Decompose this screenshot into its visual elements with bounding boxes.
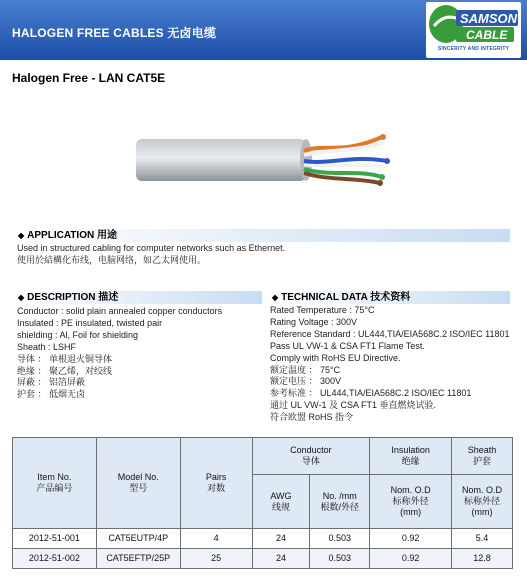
diamond-icon: ◆ xyxy=(18,293,25,302)
cell-pairs: 25 xyxy=(180,549,252,569)
diamond-icon: ◆ xyxy=(18,231,25,240)
technical-line: Pass UL VW-1 & CSA FT1 Flame Test. xyxy=(270,340,425,351)
application-line: Used in structured cabling for computer networks such as Ethernet. xyxy=(17,243,286,253)
description-line: shielding : Al, Foil for shielding xyxy=(17,329,139,340)
cell-awg: 24 xyxy=(252,529,310,549)
cell-pairs: 4 xyxy=(180,529,252,549)
table-row xyxy=(13,549,513,569)
header-sheath: Sheath 护套 xyxy=(452,438,513,475)
description-line: Conductor : solid plain annealed copper conductors xyxy=(17,306,223,316)
cell-no-mm: 0.503 xyxy=(310,529,370,549)
description-line: 绝缘 ： 聚乙烯，对绞线 xyxy=(17,365,113,376)
technical-heading xyxy=(266,291,510,304)
technical-line: Comply with RoHS EU Directive. xyxy=(270,352,401,363)
header-insulation-od: Nom. O.D 标称外径 (mm) xyxy=(370,475,452,529)
header-title: HALOGEN FREE CABLES 无卤电缆 xyxy=(12,26,217,40)
cell-insulation-od: 0.92 xyxy=(370,529,452,549)
technical-line: 额定电压 ： 300V xyxy=(270,376,342,387)
technical-line: 参考标准 ： UL444,TIA/EIA568C.2 ISO/IEC 11801 xyxy=(270,388,472,399)
technical-line: Rated Temperature : 75°C xyxy=(270,305,375,315)
description-line: 护套 ： 低烟无卤 xyxy=(17,389,86,400)
header-pairs: Pairs 对数 xyxy=(180,438,252,529)
description-heading-text: DESCRIPTION 描述 xyxy=(27,292,119,303)
samson-cable-logo xyxy=(426,2,521,58)
cell-item-no: 2012-51-001 xyxy=(13,529,97,549)
application-heading xyxy=(12,229,510,242)
description-line: Insulated : PE insulated, twisted pair xyxy=(17,317,163,328)
diamond-icon: ◆ xyxy=(272,293,279,302)
description-heading xyxy=(12,291,262,304)
header-model-no: Model No. 型号 xyxy=(96,438,180,529)
cell-model-no: CAT5EFTP/25P xyxy=(96,549,180,569)
technical-line: Reference Standard : UL444,TIA/EIA568C.2 ISO/IEC 11801 xyxy=(270,328,510,339)
product-title: Halogen Free - LAN CAT5E xyxy=(12,71,166,85)
header-sheath-od: Nom. O.D 标称外径 (mm) xyxy=(452,475,513,529)
application-line: 使用於結構化布线，电脑网络，如乙太网使用。 xyxy=(17,254,207,265)
cell-sheath-od: 5.4 xyxy=(452,529,513,549)
description-line: 导体 ： 单根退火铜导体 xyxy=(17,353,113,364)
technical-line: 符合欧盟 RoHS 指令 xyxy=(270,412,354,423)
description-body xyxy=(17,306,262,401)
cell-sheath-od: 12.8 xyxy=(452,549,513,569)
logo-tagline: SINCERITY AND INTEGRITY xyxy=(437,46,510,52)
header-no-mm: No. /mm 根数/外径 xyxy=(310,475,370,529)
technical-heading-text: TECHNICAL DATA 技术资料 xyxy=(281,292,411,303)
application-body xyxy=(17,243,507,267)
description-line: 屏蔽 ： 铝箔屏蔽 xyxy=(17,377,86,388)
header-insulation: Insulation 绝缘 xyxy=(370,438,452,475)
technical-line: Rating Voltage : 300V xyxy=(270,316,358,327)
header-awg: AWG 线规 xyxy=(252,475,310,529)
table-row xyxy=(13,529,513,549)
cable-image xyxy=(132,125,392,195)
logo-top-text: SAMSON xyxy=(460,11,518,26)
cell-no-mm: 0.503 xyxy=(310,549,370,569)
cell-item-no: 2012-51-002 xyxy=(13,549,97,569)
page-header xyxy=(0,0,527,60)
application-heading-text: APPLICATION 用途 xyxy=(27,230,117,241)
technical-line: 额定温度 ： 75°C xyxy=(270,364,341,375)
technical-body xyxy=(270,305,514,424)
description-line: Sheath : LSHF xyxy=(17,341,77,352)
cell-model-no: CAT5EUTP/4P xyxy=(96,529,180,549)
logo-bottom-text: CABLE xyxy=(466,28,508,42)
cell-insulation-od: 0.92 xyxy=(370,549,452,569)
header-item-no: Item No. 产品编号 xyxy=(13,438,97,529)
cell-awg: 24 xyxy=(252,549,310,569)
technical-line: 通过 UL VW-1 及 CSA FT1 垂直燃烧试验. xyxy=(270,400,437,411)
header-conductor: Conductor 导体 xyxy=(252,438,370,475)
spec-table xyxy=(12,437,513,569)
